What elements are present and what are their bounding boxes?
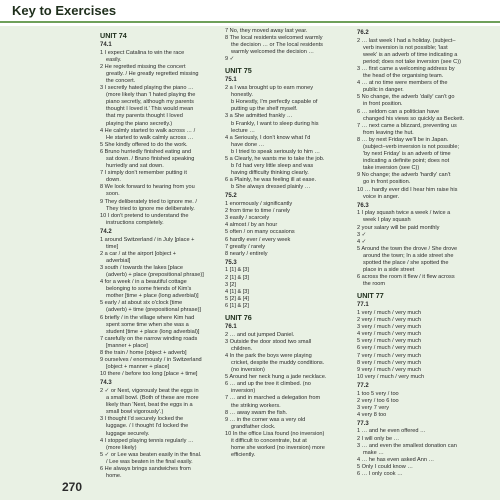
answer-line: 2 I will only be … — [357, 435, 400, 442]
answer-line: 1 too 5 very / too — [357, 390, 399, 397]
answer-line: 2 a I was brought up to earn money — [225, 85, 314, 92]
answer-line: 3 easily / scarcely — [225, 215, 270, 222]
answer-line: 4 very / much / very much — [357, 331, 422, 338]
answer-continuation: b Honestly, I'm perfectly capable of — [231, 99, 318, 106]
answer-line: 4 … at no time were members of the — [357, 80, 448, 87]
answer-continuation: grandfather clock. — [231, 423, 276, 430]
answer-continuation: belonging to some friends of Kim's — [106, 286, 192, 293]
answer-line: 6 Bruno hurriedly finished eating and — [100, 148, 192, 155]
answer-line: 3 very 7 very — [357, 404, 390, 411]
answer-continuation: They tried to ignore me deliberately. — [106, 205, 195, 212]
answer-line: 8 The local residents welcomed warmly — [225, 35, 323, 42]
answer-line: 4 I stopped playing tennis regularly … — [100, 437, 194, 444]
answer-line: 10 there / before too long [place + time] — [100, 371, 198, 378]
answer-line: 6 hardly ever / every week — [225, 236, 291, 243]
answer-continuation: cricket, despite the muddy conditions. — [231, 359, 325, 366]
answer-continuation: have done … — [231, 141, 265, 148]
answer-line: 4 He calmly started to walk across … / — [100, 127, 196, 134]
answer-line: 6 very / much / very much — [357, 345, 422, 352]
answer-line: 3 [2] — [225, 281, 236, 288]
answer-line: 2 [1] & [3] — [225, 274, 249, 281]
answer-continuation: b I tried to speak seriously to him … — [231, 148, 320, 155]
exercise-number: 77.2 — [357, 382, 369, 389]
answer-continuation: [object + manner + place] — [106, 364, 170, 371]
answer-line: 8 … away swam the fish. — [225, 409, 288, 416]
answer-continuation: place in a side street — [363, 267, 415, 274]
answer-continuation: b She always dressed plainly … — [231, 184, 311, 191]
answer-line: 4 … he has even asked Ann … — [357, 456, 435, 463]
answer-continuation: the decision … or The local residents — [231, 42, 323, 49]
answer-line: 5 a Clearly, he wants me to take the job. — [225, 156, 325, 162]
answer-continuation: (subject–verb inversion is not possible; — [363, 144, 460, 150]
answer-line: 2 your salary will be paid monthly — [357, 224, 440, 231]
answer-column-1 — [100, 28, 212, 496]
answer-line: 6 briefly / in the village where Kim had — [100, 314, 195, 321]
unit-heading: UNIT 77 — [357, 291, 384, 301]
answer-continuation: easily. — [106, 56, 122, 63]
answer-line: 9 They deliberately tried to ignore me. / — [100, 198, 197, 205]
answer-line: 5 often / on many occasions — [225, 229, 295, 236]
exercise-number: 76.3 — [357, 202, 369, 209]
answer-continuation: spotted the place / she spotted the — [363, 260, 449, 266]
answer-line: 4 very 8 too — [357, 411, 387, 418]
answer-line: 10 In the office Lisa found (no inversion) — [225, 430, 325, 437]
answer-line: 8 nearly / entirely — [225, 250, 268, 257]
answer-line: 1 I expect Catalina to win the race — [100, 49, 185, 56]
answer-continuation: b I'd had very little sleep and was — [231, 163, 314, 170]
answer-continuation: adverbial] — [106, 257, 131, 264]
exercise-number: 75.1 — [225, 77, 237, 84]
answer-continuation: warmly welcomed the decision … — [231, 49, 315, 56]
answer-line: 2 … and out jumped Daniel. — [225, 331, 295, 338]
answer-continuation: soon. — [106, 191, 120, 198]
answer-line: 10 very / much / very much — [357, 373, 425, 380]
answer-continuation: verb inversion is not possible; 'last — [363, 44, 448, 51]
answer-line: 5 ✓ or Lee was beaten easily in the final. — [100, 451, 202, 458]
answer-line: 4 a Seriously, I don't know what I'd — [225, 134, 311, 141]
exercise-number: 75.2 — [225, 193, 237, 200]
answer-line: 9 No change; the adverb 'hardly' can't — [357, 172, 451, 179]
answer-line: 5 Around her neck hung a jade necklace. — [225, 374, 327, 381]
answer-continuation: around the town; In a side street she — [363, 252, 454, 259]
answer-line: 2 very / much / very much — [357, 317, 422, 324]
answer-continuation: luggage securely. — [106, 430, 150, 437]
answer-continuation: take inversion (see C)) — [363, 165, 420, 172]
answer-continuation: efficiently. — [231, 452, 256, 459]
answer-line: 3 I thought I'd securely locked the — [100, 416, 184, 423]
answer-line: 6 He always brings sandwiches from — [100, 466, 191, 473]
unit-heading: UNIT 76 — [225, 312, 252, 322]
exercise-number: 76.2 — [357, 30, 369, 36]
answer-continuation: 'by next Friday' is an adverb of time — [363, 151, 451, 158]
answer-line: 5 early / at about six o'clock [time — [100, 300, 183, 307]
answer-line: 6 across the room it flew / it flew across — [357, 274, 455, 281]
answer-continuation: luggage. / I thought I'd locked the — [106, 423, 189, 430]
answer-line: 5 [2] & [4] — [225, 295, 249, 302]
answer-line: 8 … by next Friday we'll be in Japan. — [357, 136, 449, 143]
answer-line: 7 greatly / rarely — [225, 243, 266, 250]
answer-continuation: a small bowl. (Both of these are more — [106, 395, 199, 402]
answer-line: 7 carefully on the narrow winding roads — [100, 335, 198, 342]
answer-continuation: b Frankly, I want to sleep during his — [231, 120, 319, 127]
answer-line: 1 very / much / very much — [357, 309, 422, 316]
page-number: 270 — [62, 480, 83, 494]
answer-continuation: hurriedly and sat down. — [106, 163, 164, 170]
answer-continuation: greatly. / He greatly regretted missing — [106, 70, 199, 77]
answer-line: 7 … next came a blizzard, preventing us — [357, 122, 457, 129]
answer-continuation: (adverb) + place (prepositional phrase)] — [106, 272, 204, 278]
answer-line: 6 … and up the tree it climbed. (no — [225, 381, 311, 388]
answer-line: 9 ourselves / enormously / in Switzerland — [100, 357, 202, 364]
answer-line: 4 for a week / in a beautiful cottage — [100, 279, 187, 286]
answer-line: 1 I play squash twice a week / twice a — [357, 210, 451, 217]
answer-line: 8 very / much / very much — [357, 359, 422, 366]
exercise-number: 75.3 — [225, 259, 237, 266]
answer-line: 10 I don't pretend to understand the — [100, 212, 189, 219]
answer-continuation: (more likely than 'I hated playing the — [106, 92, 196, 99]
answer-line: 3 Outside the door stood two small — [225, 338, 312, 345]
answer-line: 5 Only I could know … — [357, 463, 413, 470]
answer-continuation: lecture … — [231, 127, 255, 134]
answer-line: 3 I secretly hated playing the piano … — [100, 85, 194, 92]
answer-continuation: the head of the organising team. — [363, 73, 444, 80]
answer-line: 5 No change, the adverb 'daily' can't go — [357, 94, 455, 101]
answer-continuation: home. — [106, 473, 122, 480]
answer-continuation: playing the piano secretly.) — [106, 120, 173, 127]
answer-continuation: honestly. — [231, 92, 253, 99]
answer-line: 7 I simply don't remember putting it — [100, 170, 187, 177]
page-header — [0, 0, 500, 26]
answer-line: 3 ✓ — [357, 231, 367, 238]
answer-continuation: from leaving the hut. — [363, 129, 414, 136]
header-rule — [0, 21, 500, 23]
answer-continuation: that my parents thought I loved — [106, 113, 183, 120]
answer-line: 5 She kindly offered to do the work. — [100, 141, 188, 148]
answer-line: 1 … and he even offered … — [357, 428, 426, 435]
answer-continuation: week' is an adverb of time indicating a — [363, 51, 458, 58]
answer-line: 2 ✓ or Next, vigorously beat the eggs in — [100, 388, 199, 394]
answer-column-2 — [225, 28, 335, 470]
answer-line: 4 almost / by an hour — [225, 222, 278, 229]
answer-line: 4 [1] & [3] — [225, 288, 249, 295]
exercise-number: 74.2 — [100, 228, 112, 235]
answer-line: 4 ✓ — [357, 238, 367, 245]
answer-continuation: mother [time + place (long adverbial)] — [106, 293, 199, 300]
answer-continuation: (adverb) + time (prepositional phrase)] — [106, 307, 201, 314]
unit-heading: UNIT 74 — [100, 31, 127, 40]
answer-line: 1 enormously / significantly — [225, 201, 293, 208]
answer-line: 8 We look forward to hearing from you — [100, 184, 195, 191]
answer-column-3 — [357, 28, 475, 478]
answer-line: 3 … and even the smallest donation can — [357, 442, 457, 449]
answer-line: 7 very / much / very much — [357, 352, 422, 359]
answer-line: 9 very / much / very much — [357, 366, 422, 373]
answer-line: 3 very / much / very much — [357, 324, 422, 331]
answer-line: 3 a She admitted frankly … — [225, 113, 293, 120]
answer-continuation: time] — [106, 243, 119, 250]
answer-continuation: spent some time when she was a — [106, 321, 189, 328]
answer-continuation: likely than 'Next, beat the eggs in a — [106, 402, 193, 409]
answer-continuation: having difficulty thinking clearly. — [231, 170, 309, 177]
answer-continuation: student [time + place (long adverbial)] — [106, 328, 200, 335]
answer-continuation: changed his views so quickly as Beckett. — [363, 115, 465, 122]
exercise-number: 74.1 — [100, 42, 112, 48]
answer-continuation: instructions completely. — [106, 219, 164, 226]
answer-continuation: down. — [106, 177, 121, 184]
answer-continuation: public in danger. — [363, 87, 404, 94]
answer-continuation: (more likely) — [106, 444, 137, 451]
answer-continuation: indicating a definite point; does not — [363, 158, 450, 165]
exercise-number: 74.3 — [100, 380, 112, 387]
answer-line: 5 Around the town the drove / She drove — [357, 245, 458, 252]
answer-continuation: piano secretly, although my parents — [106, 99, 194, 106]
answer-line: 6 … seldom can a politician have — [357, 108, 440, 115]
answer-line: 7 … and in marched a delegation from — [225, 395, 321, 402]
answer-continuation: make … — [363, 449, 384, 456]
answer-line: 1 around Switzerland / in July [place + — [100, 236, 195, 243]
answer-line: 2 a car / at the airport [object + — [100, 250, 177, 257]
answer-line: 4 In the park the boys were playing — [225, 352, 312, 359]
answer-line: 2 He regretted missing the concert — [100, 63, 186, 70]
answer-continuation: small bowl vigorously'.) — [106, 409, 164, 416]
answer-line: 6 … I only cook … — [357, 471, 403, 478]
answer-continuation: week I play squash — [363, 217, 411, 224]
answer-continuation: inversion) — [231, 388, 256, 395]
answer-line: 3 … first came a welcoming address by — [357, 65, 455, 72]
unit-heading: UNIT 75 — [225, 66, 252, 76]
exercise-number: 76.1 — [225, 323, 237, 330]
answer-line: 3 south / towards the lakes [place — [100, 264, 184, 271]
answer-line: 5 very / much / very much — [357, 338, 422, 345]
answer-line: 6 [1] & [2] — [225, 302, 249, 309]
answer-continuation: the concert. — [106, 77, 136, 84]
answer-continuation: home she worked (no inversion) more — [231, 445, 325, 452]
answer-line: 7 No, they moved away last year. — [225, 28, 308, 34]
answer-line: 6 a Plainly, he was feeling ill at ease. — [225, 177, 317, 184]
answer-continuation: / Lee was beaten in the final easily. — [106, 458, 193, 465]
answer-continuation: sat down. / Bruno finished speaking — [106, 156, 195, 162]
answer-continuation: the striking workers. — [231, 402, 281, 409]
exercise-number: 77.1 — [357, 302, 369, 309]
answer-line: 9 … in the corner was a very old — [225, 416, 306, 423]
answer-continuation: putting up the shelf myself. — [231, 106, 298, 113]
answer-line: 2 … last week I had a holiday. (subject– — [357, 37, 456, 44]
answer-continuation: voice in anger. — [363, 193, 400, 200]
answer-continuation: period; does not take inversion (see C)) — [363, 58, 461, 65]
answer-continuation: children. — [231, 345, 253, 352]
answer-continuation: it difficult to concentrate, but at — [231, 437, 307, 444]
answer-line: 2 very / too 6 too — [357, 397, 399, 404]
answer-continuation: go in front position. — [363, 179, 411, 186]
answer-continuation: thought I loved it.' This would mean — [106, 106, 194, 113]
answer-continuation: in front position. — [363, 101, 403, 108]
answer-continuation: (no inversion) — [231, 367, 265, 374]
answer-line: 9 ✓ — [225, 56, 235, 63]
exercise-number: 77.3 — [357, 420, 369, 427]
answer-continuation: the room — [363, 281, 386, 288]
answer-line: 2 from time to time / rarely — [225, 208, 290, 215]
answer-continuation: [manner + place] — [106, 342, 148, 349]
answer-continuation: He started to walk calmly across … — [106, 134, 194, 141]
answer-line: 10 … hardly ever did I hear him raise his — [357, 186, 458, 193]
answer-line: 8 the train / home [object + adverb] — [100, 350, 187, 357]
answer-line: 1 [1] & [3] — [225, 267, 249, 274]
page-title: Key to Exercises — [12, 3, 117, 18]
